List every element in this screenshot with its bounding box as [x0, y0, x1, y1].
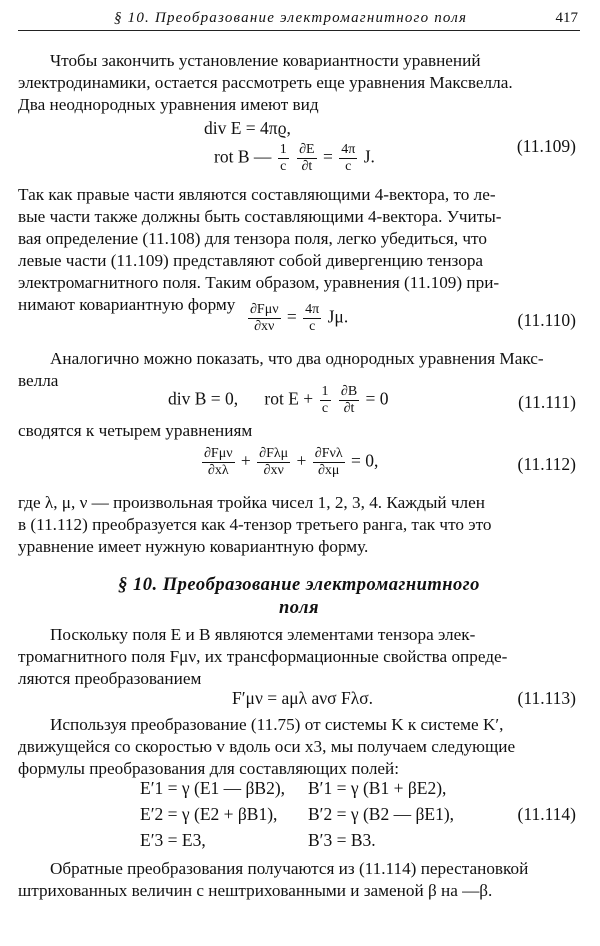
equation-number: (11.110) [517, 310, 576, 330]
equation-term: Jμ. [327, 306, 349, 327]
fraction [303, 302, 321, 335]
denominator: ∂t [343, 401, 355, 416]
equation-row: B′3 = B3. [308, 830, 376, 850]
text-line: велла [18, 371, 59, 390]
text-line: Так как правые части являются составляющими 4-вектора, то ле- [18, 185, 496, 204]
section-heading [18, 574, 580, 620]
section-heading-line: поля [278, 598, 320, 618]
text-line: тромагнитного поля Fμν, их трансформационные свойства опреде- [18, 647, 508, 666]
equation-11-113 [18, 688, 580, 712]
equation-term: div B = 0, [168, 388, 239, 409]
equation-term: rot B — [214, 146, 272, 167]
text-line: Аналогично можно показать, что два однородных уравнения Макс- [50, 349, 544, 368]
denominator: ∂xν [263, 463, 284, 478]
paragraph-reduce [18, 420, 580, 442]
paragraph-transformation [18, 714, 580, 780]
equation-term: = 0, [351, 450, 379, 471]
numerator: 4π [341, 142, 356, 157]
text-line: сводятся к четырем уравнениям [18, 421, 253, 440]
paragraph-inverse [18, 858, 580, 902]
denominator: ∂xμ [317, 463, 340, 478]
fraction [278, 142, 289, 175]
paragraph-field-tensor [18, 624, 580, 690]
text-line: электродинамики, остается рассмотреть еще уравнения Максвелла. [18, 73, 513, 92]
equation-11-112 [18, 446, 580, 490]
text-line: штрихованных величин с нештрихованными и заменой β на —β. [18, 881, 493, 900]
numerator: 1 [279, 142, 287, 157]
text-line: Используя преобразование (11.75) от системы K к системе K′, [50, 715, 504, 734]
text-line: ляются преобразованием [18, 669, 202, 688]
equation-term: = 0 [365, 388, 389, 409]
text-line: левые части (11.109) представляют собой дивергенцию тензора [18, 251, 484, 270]
text-line: формулы преобразования для составляющих полей: [18, 759, 400, 778]
equation-number: (11.114) [517, 804, 576, 824]
text-line: уравнение имеет нужную ковариантную форму. [18, 537, 369, 556]
equation-line: div E = 4πϱ, [204, 118, 291, 138]
equation-11-109 [18, 118, 580, 180]
fraction [339, 384, 359, 417]
equation-row: E′2 = γ (E2 + βB1), [140, 804, 278, 824]
numerator: 1 [321, 384, 329, 399]
equation-line [168, 384, 389, 417]
equation-11-114 [18, 778, 580, 854]
text-line: Поскольку поля E и B являются элементами тензора элек- [50, 625, 476, 644]
numerator: ∂B [340, 384, 358, 399]
page-number: 417 [555, 10, 578, 26]
text-line: нимают ковариантную форму [18, 295, 236, 314]
paragraph-divergence [18, 184, 580, 316]
fraction [339, 142, 357, 175]
numerator: ∂Fλμ [259, 446, 289, 461]
fraction [313, 446, 345, 479]
text-line: электромагнитного поля. Таким образом, уравнения (11.109) при- [18, 273, 500, 292]
fraction [257, 446, 290, 479]
fraction [202, 446, 235, 479]
equation-11-110 [18, 302, 580, 346]
equation-row: E′1 = γ (E1 — βB2), [140, 778, 286, 798]
equation-term: J. [363, 146, 375, 167]
text-line: Обратные преобразования получаются из (11.114) перестановкой [50, 859, 529, 878]
equation-row: B′1 = γ (B1 + βE2), [308, 778, 447, 798]
text-line: Два неоднородных уравнения имеют вид [18, 95, 319, 114]
numerator: ∂Fμν [250, 302, 279, 317]
equation-row: B′2 = γ (B2 — βE1), [308, 804, 455, 824]
denominator: c [345, 159, 352, 174]
fraction [297, 142, 316, 175]
text-line: Чтобы закончить установление ковариантности уравнений [50, 51, 481, 70]
paragraph-intro [18, 50, 580, 116]
equation-line: $\frac{\text{∂Fμν}}{\partial x\nu}$ = $\frac{4\pi}{c}$ Jμ. [250, 302, 349, 334]
equation-line: $\frac{\text{∂Fμν}}{\partial x\lambda}$ + $\frac{\text{∂Fλμ}}{\partial x\nu}$ + $\frac{\text{∂Fνλ}}{\partial x\mu}$ = 0, [204, 446, 379, 478]
equation-line: F′μν = aμλ aνσ Fλσ. [232, 688, 373, 708]
text-line: вые части также должны быть составляющими 4-вектора. Учиты- [18, 207, 502, 226]
numerator: ∂Fνλ [314, 446, 343, 461]
text-line: где λ, μ, ν — произвольная тройка чисел 1, 2, 3, 4. Каждый член [18, 493, 485, 512]
equation-row: E′3 = E3, [140, 830, 206, 850]
denominator: c [321, 401, 329, 416]
equation-number: (11.113) [517, 688, 576, 708]
numerator: ∂Fμν [204, 446, 233, 461]
running-title: § 10. Преобразование электромагнитного поля [114, 10, 468, 26]
equation-line: rot B — $\frac{1}{c}$ $\frac{\partial E}{\partial t}$ = $\frac{4\pi}{c}$ J. [214, 142, 375, 174]
running-header [18, 8, 580, 31]
fraction [248, 302, 281, 335]
text-line: вая определение (11.108) для тензора поля, легко убедиться, что [18, 229, 487, 248]
section-heading-line: § 10. Преобразование электромагнитного [118, 575, 480, 595]
text-line: в (11.112) преобразуется как 4-тензор третьего ранга, так что это [18, 515, 492, 534]
numerator: 4π [305, 302, 320, 317]
denominator: c [309, 319, 316, 334]
equation-number: (11.111) [518, 392, 576, 412]
equation-number: (11.109) [516, 136, 576, 156]
paragraph-tensor-rank [18, 492, 580, 558]
denominator: c [280, 159, 287, 174]
numerator: ∂E [299, 142, 315, 157]
denominator: ∂xν [254, 319, 275, 334]
equation-term: rot E + [264, 388, 314, 409]
equation-number: (11.112) [517, 454, 576, 474]
fraction [320, 384, 331, 417]
denominator: ∂xλ [207, 463, 229, 478]
text-line: движущейся со скоростью v вдоль оси x3, мы получаем следующие [18, 737, 516, 756]
denominator: ∂t [301, 159, 313, 174]
